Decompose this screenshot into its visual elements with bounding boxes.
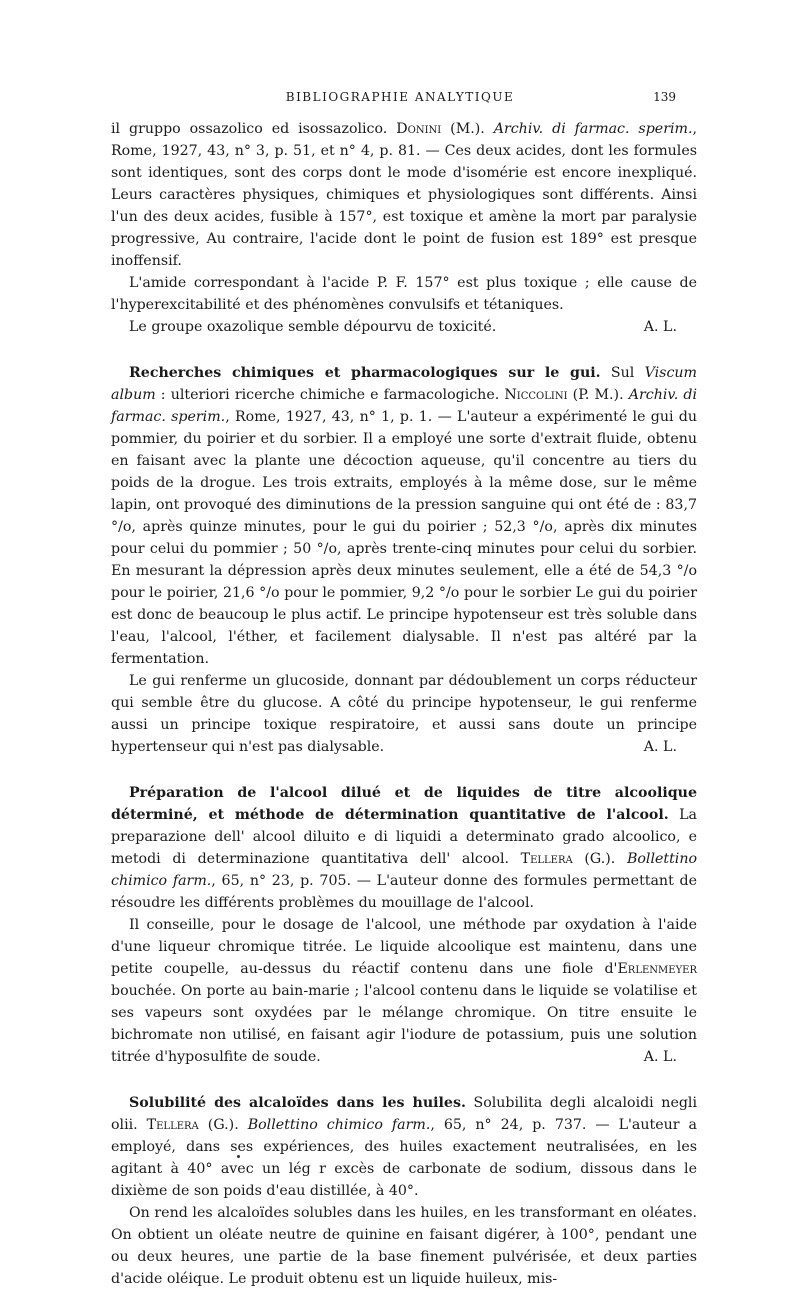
signature: A. L. (643, 739, 677, 755)
section-gui (111, 362, 697, 758)
section-paragraph-1: Recherches chimiques et pharmacologiques sur le gui. Sul Viscum album : ulteriori ricerche chimiche e farmacologiche. Niccolini (P. M.). Archiv. di farmac. sperim., Rome, 1927, 43, n° 1, p. 1. — L'auteur a expérimenté le gui du pommier, du poirier et du sorbier. Il a employé une sorte d'extrait fluide, obtenu en faisant avec la plante une décoction aqueuse, qu'il concentre au tiers du poids de la drogue. Les trois extraits, employés à la même dose, sur le même lapin, ont provoqué des diminutions de la pression sanguine qui ont été de : 83,7 °/o, après quinze minutes, pour le gui du poirier ; 52,3 °/o, après dix minutes pour celui du pommier ; 50 °/o, après trente-cinq minutes pour celui du sorbier. En mesurant la dépression après deux minutes seulement, elle a été de 54,3 °/o pour le poirier, 21,6 °/o pour le pommier, 9,2 °/o pour le sorbier Le gui du poirier est donc de beaucoup le plus actif. Le principe hypotenseur est très soluble dans l'eau, l'alcool, l'éther, et facilement dialysable. Il n'est pas altéré par la fermentation. (111, 365, 697, 667)
section-paragraph-2: Le gui renferme un glucoside, donnant par dédoublement un corps réducteur qui semble être du glucose. A côté du principe hypotenseur, le gui renferme aussi un principe toxique respiratoire, et aussi sans doute un principe hypertenseur qui n'est pas dialysable. A. L. (111, 670, 697, 758)
section-paragraph-1: Solubilité des alcaloïdes dans les huiles. Solubilita degli alcaloidi negli olii. Tellera (G.). Bollettino chimico farm., 65, n° 24, p. 737. — L'auteur a employé, dans ses expériences, des huiles exactement neutralisées, en les agitant à 40° avec un lég r excès de carbonate de sodium, dissous dans le dixième de son poids d'eau distillée, à 40°. (111, 1095, 698, 1199)
section-alcaloides (111, 1092, 697, 1290)
intro-paragraph-3: Le groupe oxazolique semble dépourvu de toxicité. A. L. (111, 316, 697, 338)
running-title: BIBLIOGRAPHIE ANALYTIQUE (285, 90, 515, 104)
signature: A. L. (643, 1049, 677, 1065)
page-number: 139 (653, 90, 676, 104)
section-paragraph-2: On rend les alcaloïdes solubles dans les huiles, en les transformant en oléates. On obtient un oléate neutre de quinine en faisant digérer, à 100°, pendant une ou deux heures, une partie de la base finement pulvérisée, et deux parties d'acide oléique. Le produit obtenu est un liquide huileux, mis- (111, 1205, 697, 1287)
author-name: Donini (396, 121, 442, 137)
section-paragraph-1: Préparation de l'alcool dilué et de liquides de titre alcoolique déterminé, et méthode de détermination quantitative de l'alcool. La preparazione dell' alcool diluito e di liquidi a determinato grado alcoolico, e metodi di determinazione quantitativa dell' alcool. Tellera (G.). Bollettino chimico farm., 65, n° 23, p. 705. — L'auteur donne des formules permettant de résoudre les différents problèmes du mouillage de l'alcool. (111, 785, 698, 911)
article-body (111, 118, 697, 1290)
author-name: Tellera (520, 851, 573, 867)
author-name: Tellera (146, 1117, 199, 1133)
signature: A. L. (643, 319, 677, 335)
section-title: Préparation de l'alcool dilué et de liquides de titre alcoolique déterminé, et méthode de détermination quantitative de l'alcool. (111, 785, 697, 823)
section-title: Recherches chimiques et pharmacologiques sur le gui. (129, 365, 601, 381)
section-title: Solubilité des alcaloïdes dans les huiles. (129, 1095, 466, 1111)
person-name: Erlenmeyer (617, 961, 697, 977)
intro-paragraph-1: il gruppo ossazolico ed isossazolico. Donini (M.). Archiv. di farmac. sperim., Rome, 1927, 43, n° 3, p. 51, et n° 4, p. 81. — Ces deux acides, dont les formules sont identiques, sont des corps dont le mode d'isomérie est encore inexpliqué. Leurs caractères physiques, chimiques et physiologiques sont différents. Ainsi l'un des deux acides, fusible à 157°, est toxique et amène la mort par paralysie progressive, Au contraire, l'acide dont le point de fusion est 189° est presque inoffensif. (111, 121, 697, 269)
intro-paragraph-2: L'amide correspondant à l'acide P. F. 157° est plus toxique ; elle cause de l'hyperexcitabilité et des phénomènes convulsifs et tétaniques. (111, 275, 697, 313)
print-speck (237, 1155, 240, 1158)
journal-name: Bollettino chimico farm. (247, 1117, 431, 1133)
journal-name: Bollettino chimico farm. (111, 851, 698, 889)
section-paragraph-2: Il conseille, pour le dosage de l'alcool, une méthode par oxydation à l'aide d'une liqueur chromique titrée. Le liquide alcoolique est maintenu, dans une petite coupelle, au-dessus du réactif contenu dans une fiole d'Erlenmeyer bouchée. On porte au bain-marie ; l'alcool contenu dans le liquide se volatilise et ses vapeurs sont oxydées par le mélange chromique. On titre ensuite le bichromate non utilisé, en faisant agir l'iodure de potassium, puis une solution titrée d'hyposulfite de soude. A. L. (111, 914, 697, 1068)
journal-name: Archiv. di farmac. sperim. (493, 121, 693, 137)
journal-name: Archiv. di farmac. sperim. (111, 387, 697, 425)
author-name: Niccolini (504, 387, 568, 403)
section-alcool (111, 782, 697, 1068)
